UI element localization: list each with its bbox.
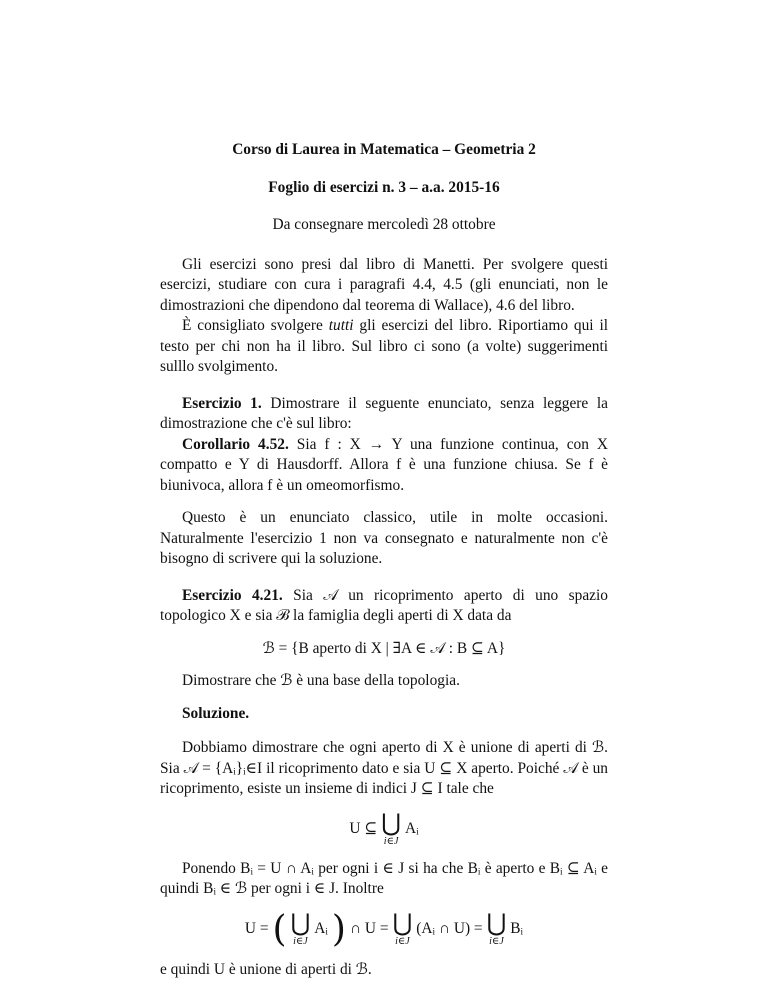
- eq2-term3: Bᵢ: [510, 920, 524, 938]
- union-index-1: i∈J: [293, 936, 308, 947]
- intro-p2-after: gli esercizi del libro. Riportiamo qui il testo per chi non ha il libro. Sul libro ci sono (a volte) suggerimenti sulllo svolgimento.: [160, 317, 609, 375]
- union-symbol-icon: ⋃: [381, 810, 401, 837]
- union-operator-3: [487, 912, 507, 947]
- union-operator-2: [393, 912, 413, 947]
- intro-paragraph-1: Gli esercizi sono presi dal libro di Manetti. Per svolgere questi esercizi, studiare con cura i paragrafi 4.4, 4.5 (gli enunciati, non le dimostrazioni che dipendono dal teorema di Wallace), 4.6 del libro.: [160, 255, 608, 314]
- solution-paragraph-1: Dobbiamo dimostrare che ogni aperto di X è unione di aperti di ℬ. Sia 𝒜 = {Aᵢ}ᵢ∈I il ricoprimento dato e sia U ⊆ X aperto. Poiché 𝒜 è un ricoprimento, esiste un insieme di indici J ⊆ I tale che: [160, 739, 608, 797]
- exercise-2: [160, 586, 608, 627]
- corollary-text: Sia f : X → Y una funzione continua, con X compatto e Y di Hausdorff. Allora f è una funzione chiusa. Se f è biunivoca, allora f è un omeomorfismo.: [160, 435, 608, 494]
- right-paren-icon: ): [331, 908, 346, 950]
- exercise-2-text: Sia 𝒜 un ricoprimento aperto di uno spazio topologico X e sia ℬ la famiglia degli aperti di X data da: [160, 586, 608, 624]
- eq2-mid: ∩ U =: [349, 920, 389, 938]
- left-paren-icon: (: [272, 908, 287, 950]
- intro-p2-emphasis: tutti: [328, 317, 354, 334]
- intro-paragraph-2: [160, 316, 608, 378]
- eq1-term: Aᵢ: [404, 819, 419, 837]
- exercise-2-label: Esercizio 4.21.: [182, 586, 283, 604]
- union-index-2: i∈J: [395, 936, 410, 947]
- document-page: [160, 140, 608, 980]
- family-definition-formula: ℬ = {B aperto di X | ∃A ∈ 𝒜 : B ⊆ A}: [262, 639, 506, 657]
- eq2-left: U =: [244, 920, 269, 938]
- solution-heading: Soluzione.: [182, 704, 250, 722]
- eq2-term1: Aᵢ: [314, 920, 328, 938]
- exercise-1-text: Dimostrare il seguente enunciato, senza leggere la dimostrazione che c'è sul libro:: [160, 394, 608, 432]
- exercise-1: [160, 394, 608, 435]
- exercise-2-task: Dimostrare che ℬ è una base della topologia.: [182, 672, 460, 689]
- corollary-label: Corollario 4.52.: [182, 435, 289, 453]
- union-index: i∈J: [383, 835, 399, 847]
- solution-paragraph-3: e quindi U è unione di aperti di ℬ.: [160, 960, 372, 978]
- union-cover-equation: [160, 812, 608, 847]
- union-decomposition-equation: [160, 908, 608, 950]
- union-symbol-icon: ⋃: [392, 911, 413, 937]
- union-operator-1: [291, 912, 311, 947]
- course-title: Corso di Laurea in Matematica – Geometria 2: [232, 141, 536, 158]
- eq2-term2: (Aᵢ ∩ U) =: [416, 920, 483, 938]
- union-operator: [381, 812, 401, 847]
- exercise-1-note: Questo è un enunciato classico, utile in molte occasioni. Naturalmente l'esercizio 1 non va consegnato e naturalmente non c'è bisogno di scrivere qui la soluzione.: [160, 509, 608, 567]
- intro-p2-before: È consigliato svolgere: [182, 317, 329, 334]
- sheet-title: Foglio di esercizi n. 3 – a.a. 2015-16: [268, 178, 500, 196]
- exercise-1-label: Esercizio 1.: [182, 394, 262, 412]
- eq1-left: U ⊆: [349, 819, 378, 837]
- solution-paragraph-2: Ponendo Bᵢ = U ∩ Aᵢ per ogni i ∈ J si ha che Bᵢ è aperto e Bᵢ ⊆ Aᵢ e quindi Bᵢ ∈ ℬ per ogni i ∈ J. Inoltre: [160, 859, 608, 897]
- due-date: Da consegnare mercoledì 28 ottobre: [272, 216, 496, 233]
- union-index-3: i∈J: [489, 936, 504, 947]
- corollary: [160, 435, 608, 497]
- union-symbol-icon: ⋃: [290, 911, 311, 937]
- union-symbol-icon: ⋃: [486, 911, 507, 937]
